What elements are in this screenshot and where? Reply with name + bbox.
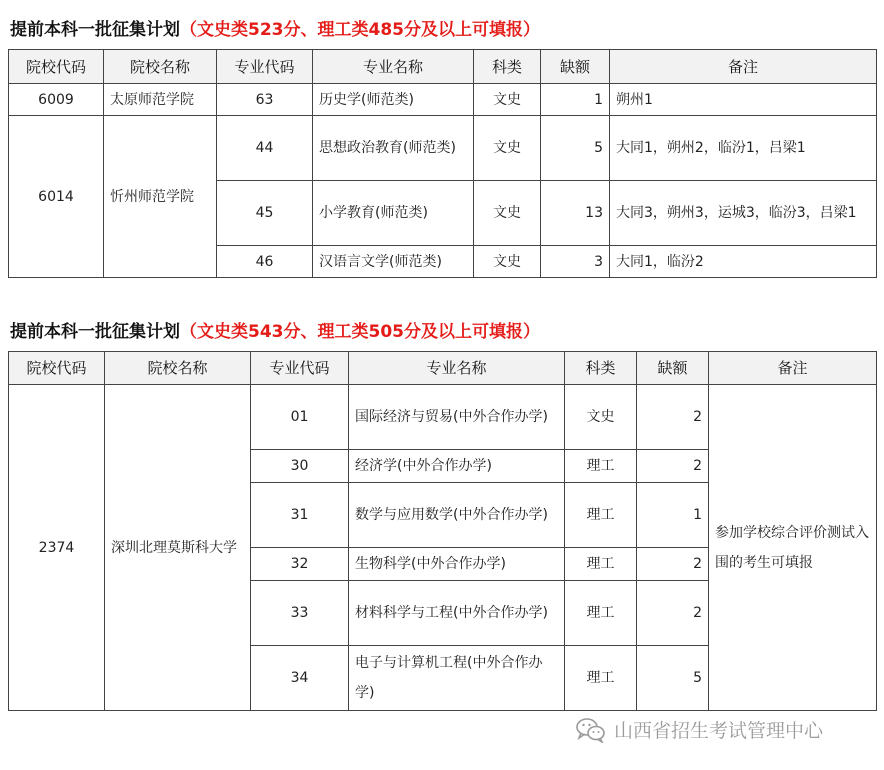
col-header-category: 科类 [474, 50, 541, 84]
major-code: 31 [251, 483, 349, 548]
major-name: 历史学(师范类) [313, 84, 474, 116]
category: 文史 [474, 84, 541, 116]
plan-table-2 [8, 351, 877, 711]
school-name: 深圳北理莫斯科大学 [105, 385, 251, 711]
major-name: 数学与应用数学(中外合作办学) [349, 483, 565, 548]
major-code: 44 [217, 116, 313, 181]
table-header-row [9, 50, 877, 84]
major-code: 01 [251, 385, 349, 450]
category: 文史 [474, 246, 541, 278]
col-header-major-name: 专业名称 [313, 50, 474, 84]
major-name: 材料科学与工程(中外合作办学) [349, 581, 565, 646]
note: 大同1，朔州2，临汾1，吕梁1 [610, 116, 877, 181]
major-name: 小学教育(师范类) [313, 181, 474, 246]
major-code: 46 [217, 246, 313, 278]
major-name: 电子与计算机工程(中外合作办学) [349, 646, 565, 711]
col-header-major-name: 专业名称 [349, 352, 565, 385]
vacancy: 1 [541, 84, 610, 116]
wechat-icon [576, 717, 606, 743]
col-header-school-name: 院校名称 [105, 352, 251, 385]
category: 理工 [565, 548, 637, 581]
major-code: 63 [217, 84, 313, 116]
col-header-vacancy: 缺额 [637, 352, 709, 385]
vacancy: 5 [637, 646, 709, 711]
note: 大同3，朔州3，运城3，临汾3，吕梁1 [610, 181, 877, 246]
major-code: 34 [251, 646, 349, 711]
category: 文史 [565, 385, 637, 450]
vacancy: 2 [637, 450, 709, 483]
plan-heading-1-prefix: 提前本科一批征集计划 [10, 20, 180, 40]
vacancy: 1 [637, 483, 709, 548]
note: 参加学校综合评价测试入围的考生可填报 [709, 385, 877, 711]
vacancy: 2 [637, 385, 709, 450]
table-row [9, 385, 877, 450]
col-header-vacancy: 缺额 [541, 50, 610, 84]
plan-heading-1 [10, 18, 540, 42]
vacancy: 3 [541, 246, 610, 278]
category: 理工 [565, 450, 637, 483]
watermark-text: 山西省招生考试管理中心 [614, 720, 824, 742]
col-header-major-code: 专业代码 [251, 352, 349, 385]
col-header-major-code: 专业代码 [217, 50, 313, 84]
school-name: 太原师范学院 [104, 84, 217, 116]
major-name: 汉语言文学(师范类) [313, 246, 474, 278]
plan-table-1 [8, 49, 877, 278]
major-code: 30 [251, 450, 349, 483]
plan-heading-2 [10, 320, 540, 344]
col-header-school-code: 院校代码 [9, 50, 104, 84]
vacancy: 13 [541, 181, 610, 246]
note: 朔州1 [610, 84, 877, 116]
plan-heading-2-prefix: 提前本科一批征集计划 [10, 322, 180, 342]
category: 文史 [474, 181, 541, 246]
plan-heading-1-requirement: （文史类523分、理工类485分及以上可填报） [180, 20, 540, 40]
category: 文史 [474, 116, 541, 181]
school-code: 2374 [9, 385, 105, 711]
vacancy: 5 [541, 116, 610, 181]
col-header-note: 备注 [709, 352, 877, 385]
table-row [9, 116, 877, 181]
table-row [9, 84, 877, 116]
vacancy: 2 [637, 581, 709, 646]
col-header-category: 科类 [565, 352, 637, 385]
category: 理工 [565, 483, 637, 548]
table-header-row [9, 352, 877, 385]
major-name: 国际经济与贸易(中外合作办学) [349, 385, 565, 450]
col-header-note: 备注 [610, 50, 877, 84]
note: 大同1，临汾2 [610, 246, 877, 278]
col-header-school-code: 院校代码 [9, 352, 105, 385]
major-code: 45 [217, 181, 313, 246]
category: 理工 [565, 646, 637, 711]
school-code: 6009 [9, 84, 104, 116]
school-name: 忻州师范学院 [104, 116, 217, 278]
major-name: 生物科学(中外合作办学) [349, 548, 565, 581]
major-code: 32 [251, 548, 349, 581]
plan-heading-2-requirement: （文史类543分、理工类505分及以上可填报） [180, 322, 540, 342]
col-header-school-name: 院校名称 [104, 50, 217, 84]
category: 理工 [565, 581, 637, 646]
major-name: 经济学(中外合作办学) [349, 450, 565, 483]
school-code: 6014 [9, 116, 104, 278]
watermark [576, 716, 823, 743]
major-name: 思想政治教育(师范类) [313, 116, 474, 181]
major-code: 33 [251, 581, 349, 646]
vacancy: 2 [637, 548, 709, 581]
